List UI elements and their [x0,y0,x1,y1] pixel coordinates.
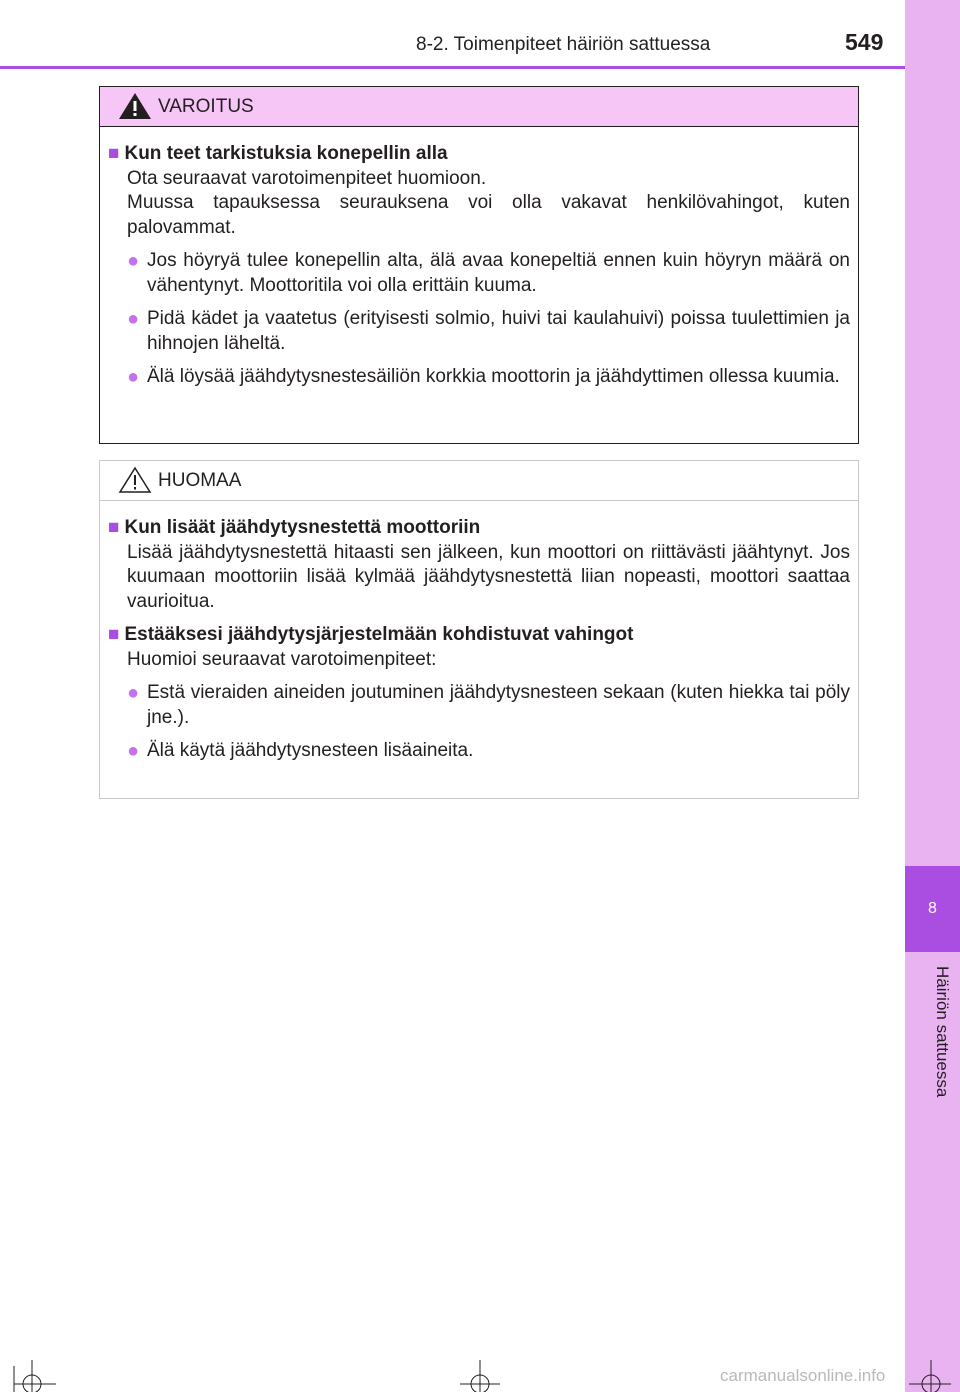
list-item-text: Pidä kädet ja vaatetus (erityisesti solmio, huivi tai kaulahuivi) poissa tuulettimien ja hihnojen läheltä. [147,308,850,354]
list-item-text: Jos höyryä tulee konepellin alta, älä avaa konepeltiä ennen kuin höyryn määrä on vähentynyt. Moottoritila voi olla erittäin kuuma. [147,250,850,296]
list-item-text: Älä löysää jäähdytysnestesäiliön korkkia moottorin ja jäähdyttimen ollessa kuumia. [147,366,840,387]
notice-section-title [108,516,850,541]
chapter-number: 8 [928,900,937,917]
list-item [108,307,850,356]
round-bullet-icon: ● [127,366,140,388]
list-item [108,365,850,390]
list-item-text: Estä vieraiden aineiden joutuminen jäähdytysnesteen sekaan (kuten hiekka tai pöly jne.). [147,682,850,728]
warning-heading: VAROITUS [158,95,254,117]
square-bullet-icon: ■ [108,517,120,538]
crop-mark-icon [10,1360,60,1392]
warning-triangle-icon [118,92,152,120]
notice-section-title [108,623,850,648]
chapter-number-tab [905,866,960,952]
notice-section-title-text: Kun lisäät jäähdytysnestettä moottoriin [124,517,481,538]
notice-box [99,460,859,799]
page-number: 549 [845,29,884,55]
warning-paragraph: Ota seuraavat varotoimenpiteet huomioon. [127,167,487,189]
notice-header [100,461,858,501]
notice-section-title-text: Estääksesi jäähdytysjärjestelmään kohdistuvat vahingot [124,624,634,645]
warning-section-title-text: Kun teet tarkistuksia konepellin alla [124,143,448,164]
warning-content [100,127,858,390]
notice-paragraph: Lisää jäähdytysnestettä hitaasti sen jälkeen, kun moottori on riittävästi jäähtynyt. Jos kuumaan moottoriin lisää kylmää jäähdytysnestettä liian nopeasti, moottori saattaa vaurioitua. [127,541,850,612]
notice-heading: HUOMAA [158,469,242,491]
chapter-label: Häiriön sattuessa [933,966,952,1098]
warning-header [100,87,858,127]
list-item-text: Älä käytä jäähdytysnesteen lisäaineita. [147,740,474,761]
caution-triangle-icon [118,466,152,494]
page-header-title: 8-2. Toimenpiteet häiriön sattuessa [416,34,711,55]
notice-paragraph: Huomioi seuraavat varotoimenpiteet: [127,648,437,670]
warning-section-title [108,142,850,167]
warning-box [99,86,859,444]
watermark-text: carmanualsonline.info [720,1366,886,1385]
crop-mark-icon [458,1360,502,1392]
round-bullet-icon: ● [127,740,140,762]
square-bullet-icon: ■ [108,624,120,645]
list-item [108,681,850,730]
round-bullet-icon: ● [127,308,140,330]
header-divider [0,66,905,69]
round-bullet-icon: ● [127,250,140,272]
warning-paragraph: Muussa tapauksessa seurauksena voi olla vakavat henkilövahingot, kuten palovammat. [127,192,850,238]
square-bullet-icon: ■ [108,143,120,164]
notice-content [100,501,858,764]
round-bullet-icon: ● [127,682,140,704]
chapter-sidebar [905,0,960,1392]
list-item [108,739,850,764]
crop-mark-icon [905,1360,955,1392]
list-item [108,249,850,298]
